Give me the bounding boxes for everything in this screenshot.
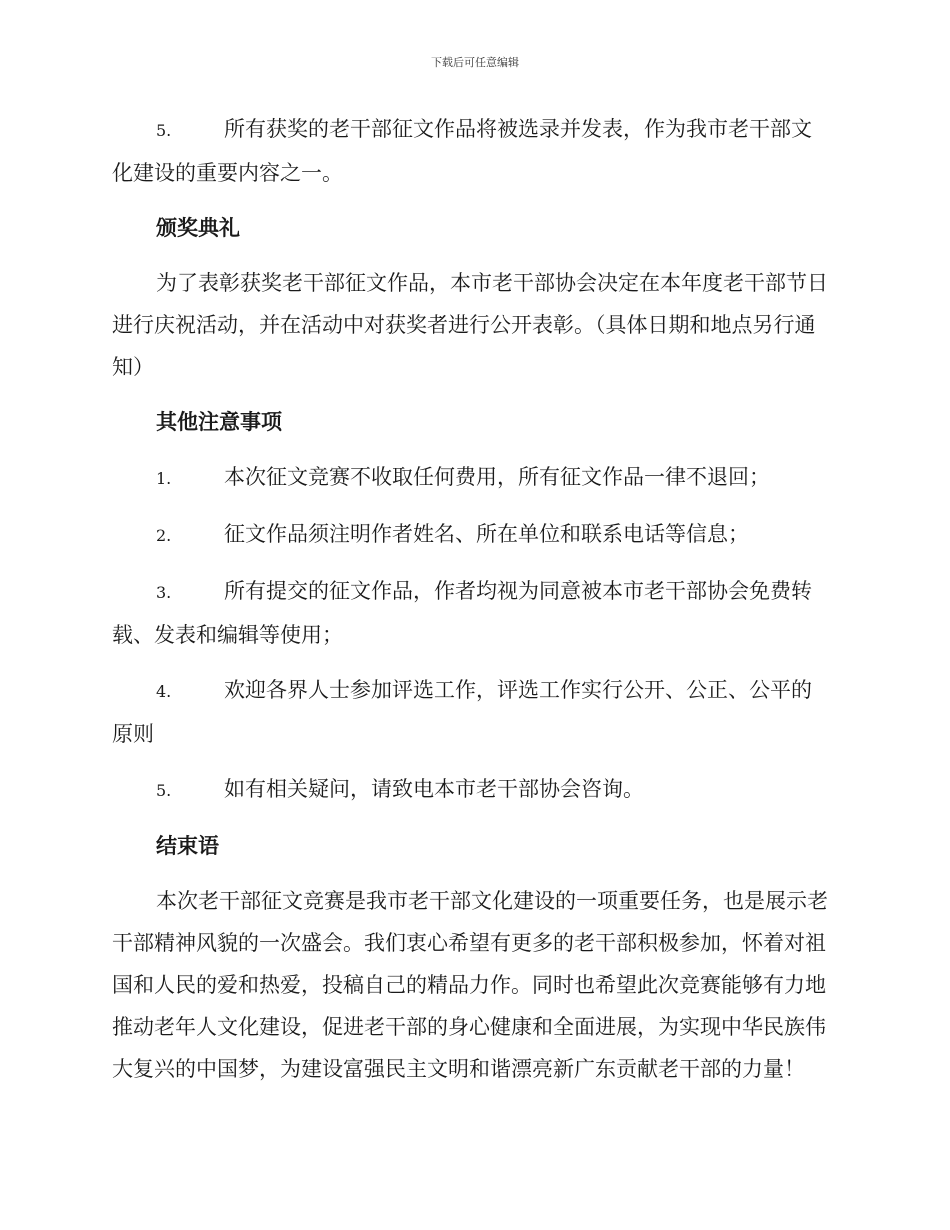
list-item (112, 669, 832, 755)
list-text: 所有提交的征文作品，作者均视为同意被本市老干部协会免费转载、发表和编辑等使用； (112, 579, 812, 647)
section-heading-conclusion: 结束语 (156, 833, 219, 858)
list-text: 如有相关疑问，请致电本市老干部协会咨询。 (224, 777, 644, 801)
list-item (112, 570, 832, 656)
section-heading-notes: 其他注意事项 (156, 409, 282, 434)
list-item (112, 456, 832, 500)
list-item (112, 108, 832, 194)
list-number: 4. (156, 682, 172, 701)
list-number: 1. (156, 469, 172, 488)
document-body (112, 108, 832, 1103)
list-item (112, 768, 832, 812)
list-text: 所有获奖的老干部征文作品将被选录并发表，作为我市老干部文化建设的重要内容之一。 (112, 117, 812, 185)
list-text: 欢迎各界人士参加评选工作，评选工作实行公开、公正、公平的原则 (112, 678, 812, 746)
award-paragraph: 为了表彰获奖老干部征文作品，本市老干部协会决定在本年度老干部节日进行庆祝活动，并在活动中对获奖者进行公开表彰。（具体日期和地点另行通知） (112, 271, 828, 379)
list-number: 3. (156, 583, 172, 602)
list-text: 征文作品须注明作者姓名、所在单位和联系电话等信息； (224, 522, 749, 546)
list-number: 2. (156, 526, 172, 545)
conclusion-paragraph: 本次老干部征文竞赛是我市老干部文化建设的一项重要任务，也是展示老干部精神风貌的一次盛会。我们衷心希望有更多的老干部积极参加，怀着对祖国和人民的爱和热爱，投稿自己的精品力作。同时也希望此次竞赛能够有力地推动老年人文化建设，促进老干部的身心健康和全面进展，为实现中华民族伟大复兴的中国梦，为建设富强民主文明和谐漂亮新广东贡献老干部的力量！ (112, 889, 828, 1081)
header-note: 下载后可任意编辑 (431, 56, 519, 69)
section-heading-award: 颁奖典礼 (156, 215, 240, 240)
list-number: 5. (156, 781, 172, 800)
list-text: 本次征文竞赛不收取任何费用，所有征文作品一律不退回； (224, 465, 770, 489)
list-item (112, 513, 832, 557)
list-number: 5. (156, 121, 172, 140)
